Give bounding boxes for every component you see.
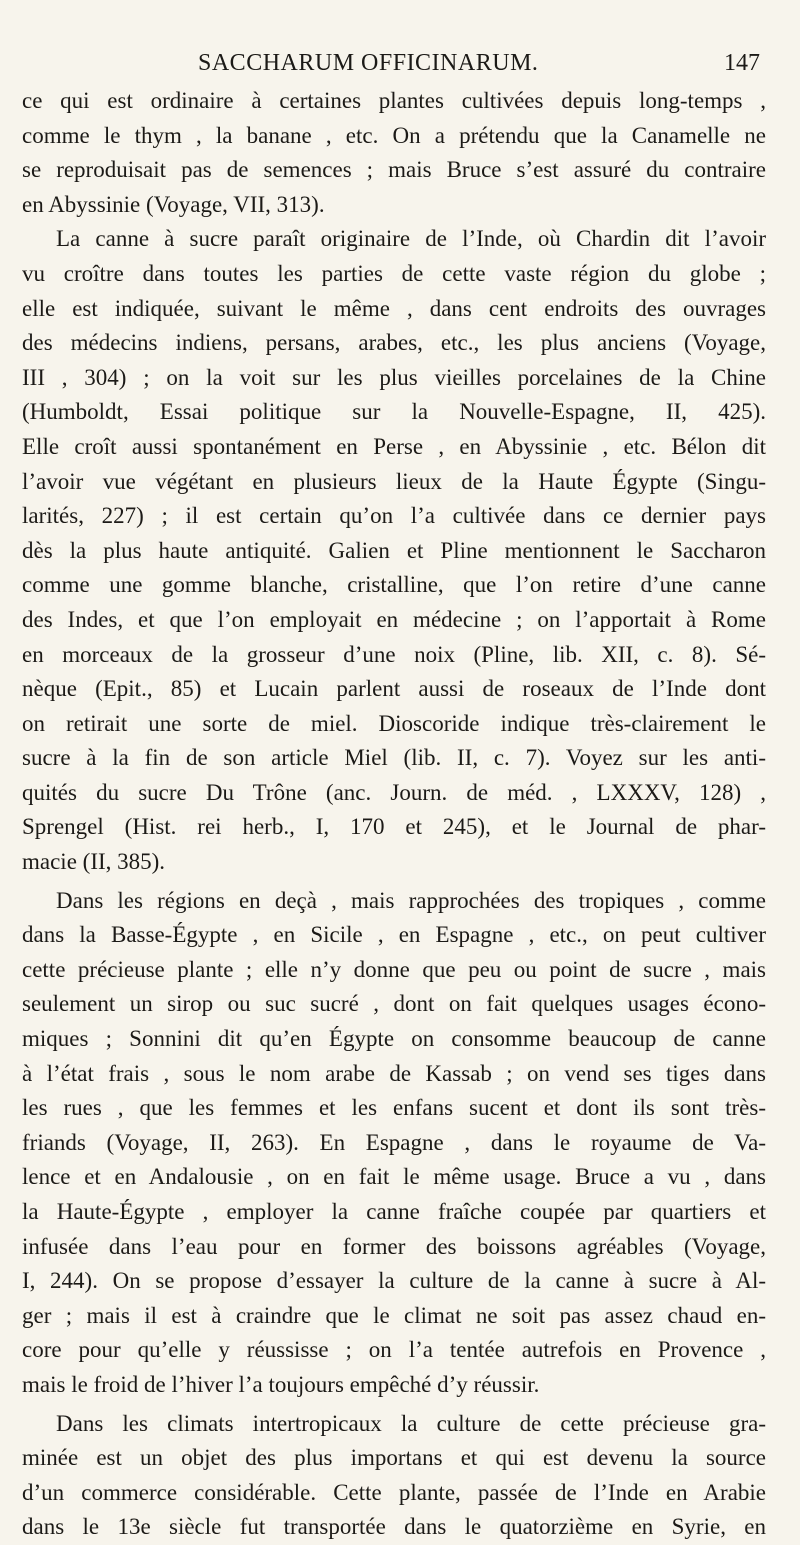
text-line: core pour qu’elle y réussisse ; on l’a tentée autrefois en Provence , [22,1337,766,1363]
text-line: des médecins indiens, persans, arabes, etc., les plus anciens (Voyage, [22,330,766,356]
text-line: comme une gomme blanche, cristalline, que l’on retire d’une canne [22,572,766,598]
text-line: mais le froid de l’hiver l’a toujours empêché d’y réussir. [22,1371,540,1397]
text-line: minée est un objet des plus importans et qui est devenu la source [22,1445,766,1471]
text-line: quités du sucre Du Trône (anc. Journ. de méd. , LXXXV, 128) , [22,779,766,805]
text-line: ce qui est ordinaire à certaines plantes cultivées depuis long-temps , [22,88,766,113]
running-head [22,50,766,84]
text-line: Elle croît aussi spontanément en Perse , en Abyssinie , etc. Bélon dit [22,433,766,459]
running-title: SACCHARUM OFFICINARUM. [198,50,539,76]
text-line: on retirait une sorte de miel. Dioscoride indique très-clairement le [22,710,766,736]
text-line: larités, 227) ; il est certain qu’on l’a cultivée dans ce dernier pays [22,503,766,529]
text-line: lence et en Andalousie , on en fait le même usage. Bruce a vu , dans [22,1164,766,1190]
text-line: Dans les régions en deçà , mais rapprochées des tropiques , comme [56,887,766,913]
text-line: la Haute-Égypte , employer la canne fraîche coupée par quartiers et [22,1199,766,1224]
text-line: ger ; mais il est à craindre que le climat ne soit pas assez chaud en- [22,1302,766,1328]
text-line: en morceaux de la grosseur d’une noix (Pline, lib. XII, c. 8). Sé- [22,641,766,667]
text-line: sucre à la fin de son article Miel (lib. II, c. 7). Voyez sur les anti- [22,745,766,771]
text-line: se reproduisait pas de semences ; mais Bruce s’est assuré du contraire [22,157,766,183]
text-line: en Abyssinie (Voyage, VII, 313). [22,191,325,217]
text-line: (Humboldt, Essai politique sur la Nouvelle-Espagne, II, 425). [22,399,766,425]
text-line: friands (Voyage, II, 263). En Espagne , dans le royaume de Va- [22,1129,766,1155]
text-line: dès la plus haute antiquité. Galien et Pline mentionnent le Saccharon [22,537,766,563]
text-line: nèque (Epit., 85) et Lucain parlent aussi de roseaux de l’Inde dont [22,676,766,702]
text-line: des Indes, et que l’on employait en médecine ; on l’apportait à Rome [22,606,766,632]
text-line: dans la Basse-Égypte , en Sicile , en Espagne , etc., on peut cultiver [22,922,766,948]
text-line: macie (II, 385). [22,849,166,875]
text-line: vu croître dans toutes les parties de cette vaste région du globe ; [22,260,766,286]
text-line: d’un commerce considérable. Cette plante, passée de l’Inde en Arabie [22,1479,766,1505]
text-line: elle est indiquée, suivant le même , dans cent endroits des ouvrages [22,295,766,321]
text-line: III , 304) ; on la voit sur les plus vieilles porcelaines de la Chine [22,364,766,390]
text-line: comme le thym , la banane , etc. On a prétendu que la Canamelle ne [22,122,766,148]
text-line: les rues , que les femmes et les enfans sucent et dont ils sont très- [22,1095,766,1121]
text-line: cette précieuse plante ; elle n’y donne que peu ou point de sucre , mais [22,956,766,982]
text-line: Dans les climats intertropicaux la culture de cette précieuse gra- [56,1410,766,1436]
text-line: à l’état frais , sous le nom arabe de Kassab ; on vend ses tiges dans [22,1060,766,1086]
text-line: I, 244). On se propose d’essayer la culture de la canne à sucre à Al- [22,1268,766,1294]
body-text [22,84,766,1545]
text-line: miques ; Sonnini dit qu’en Égypte on consomme beaucoup de canne [22,1026,766,1052]
text-line: La canne à sucre paraît originaire de l’Inde, où Chardin dit l’avoir [56,226,766,252]
text-line: Sprengel (Hist. rei herb., I, 170 et 245), et le Journal de phar- [22,814,766,840]
text-line: dans le 13e siècle fut transportée dans le quatorzième en Syrie, en [22,1514,766,1540]
page-number: 147 [724,50,760,76]
text-line: l’avoir vue végétant en plusieurs lieux de la Haute Égypte (Singu- [22,468,766,494]
text-line: seulement un sirop ou suc sucré , dont on fait quelques usages écono- [22,991,766,1017]
text-line: infusée dans l’eau pour en former des boissons agréables (Voyage, [22,1233,766,1259]
